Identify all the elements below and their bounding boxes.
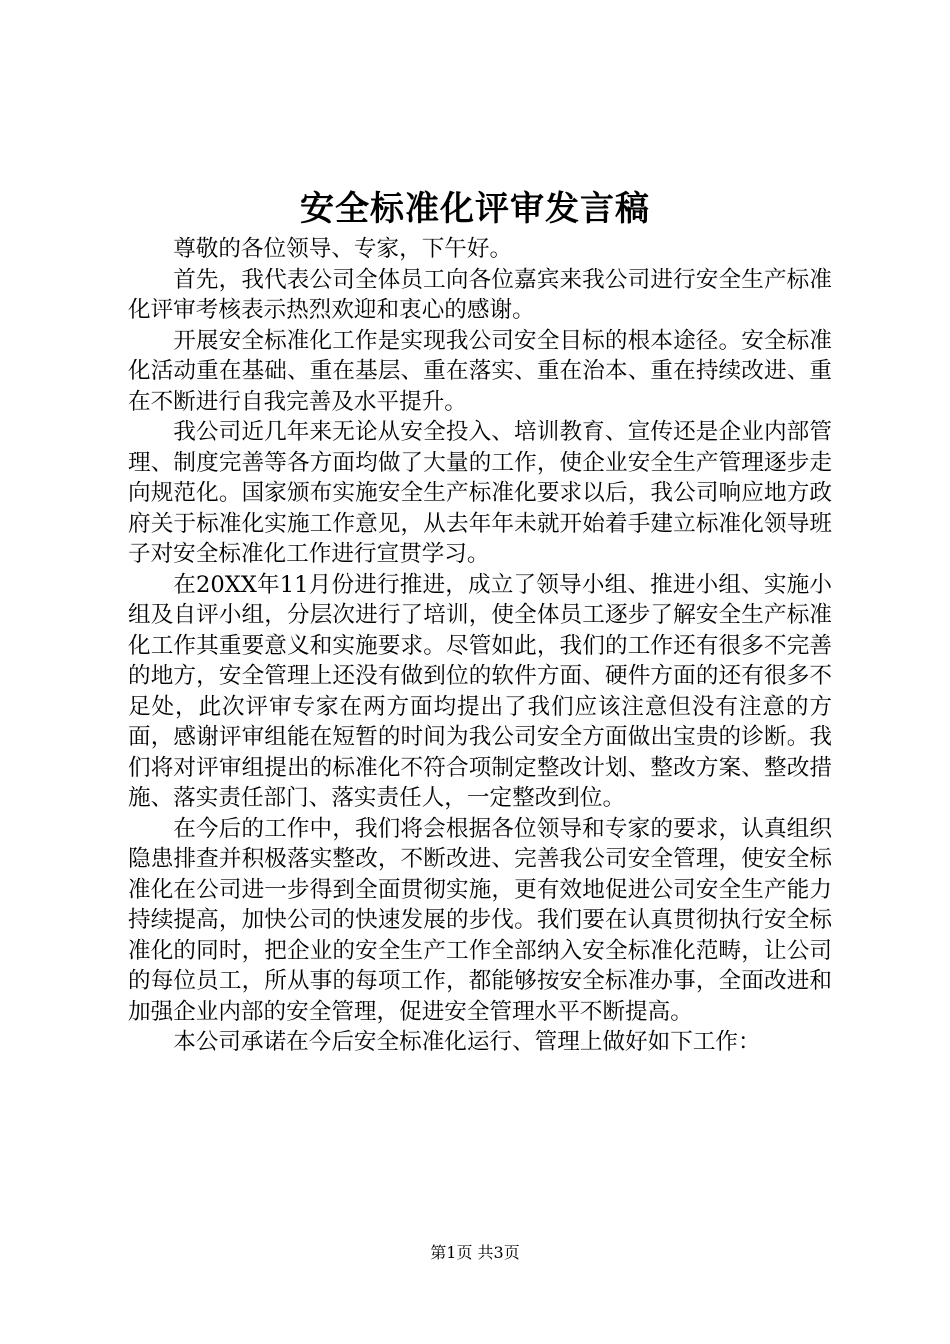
document-title: 安全标准化评审发言稿 bbox=[300, 189, 650, 229]
paragraph-background: 我公司近几年来无论从安全投入、培训教育、宣传还是企业内部管理、制度完善等各方面均做了大量的工作，使企业安全生产管理逐步走向规范化。国家颁布实施安全生产标准化要求以后，我公司响应地方政府关于标准化实施工作意见，从去年年未就开始着手建立标准化领导班子对安全标准化工作进行宣贯学习。 bbox=[128, 419, 832, 567]
paragraph-future-work: 在今后的工作中，我们将会根据各位领导和专家的要求，认真组织隐患排查并积极落实整改，不断改进、完善我公司安全管理，使安全标准化在公司进一步得到全面贯彻实施，更有效地促进公司安全生产能力持续提高，加快公司的快速发展的步伐。我们要在认真贯彻执行安全标准化的同时，把企业的安全生产工作全部纳入安全标准化范畴，让公司的每位员工，所从事的每项工作，都能够按安全标准办事，全面改进和加强企业内部的安全管理，促进安全管理水平不断提高。 bbox=[128, 815, 832, 1025]
page-number: 第1页 共3页 bbox=[430, 1243, 520, 1262]
paragraph-purpose: 开展安全标准化工作是实现我公司安全目标的根本途径。安全标准化活动重在基础、重在基层、重在落实、重在治本、重在持续改进、重在不断进行自我完善及水平提升。 bbox=[128, 327, 832, 415]
document-body bbox=[128, 234, 832, 1058]
paragraph-thanks: 首先，我代表公司全体员工向各位嘉宾来我公司进行安全生产标准化评审考核表示热烈欢迎和衷心的感谢。 bbox=[128, 266, 832, 323]
paragraph-greeting: 尊敬的各位领导、专家，下午好。 bbox=[173, 236, 513, 262]
paragraph-commitment: 本公司承诺在今后安全标准化运行、管理上做好如下工作： bbox=[173, 1029, 761, 1055]
paragraph-progress: 在20XX年11月份进行推进，成立了领导小组、推进小组、实施小组及自评小组，分层次进行了培训，使全体员工逐步了解安全生产标准化工作其重要意义和实施要求。尽管如此，我们的工作还有很多不完善的地方，安全管理上还没有做到位的软件方面、硬件方面的还有很多不足处，此次评审专家在两方面均提出了我们应该注意但没有注意的方面，感谢评审组能在短暂的时间为我公司安全方面做出宝贵的诊断。我们将对评审组提出的标准化不符合项制定整改计划、整改方案、整改措施、落实责任部门、落实责任人，一定整改到位。 bbox=[128, 571, 832, 811]
